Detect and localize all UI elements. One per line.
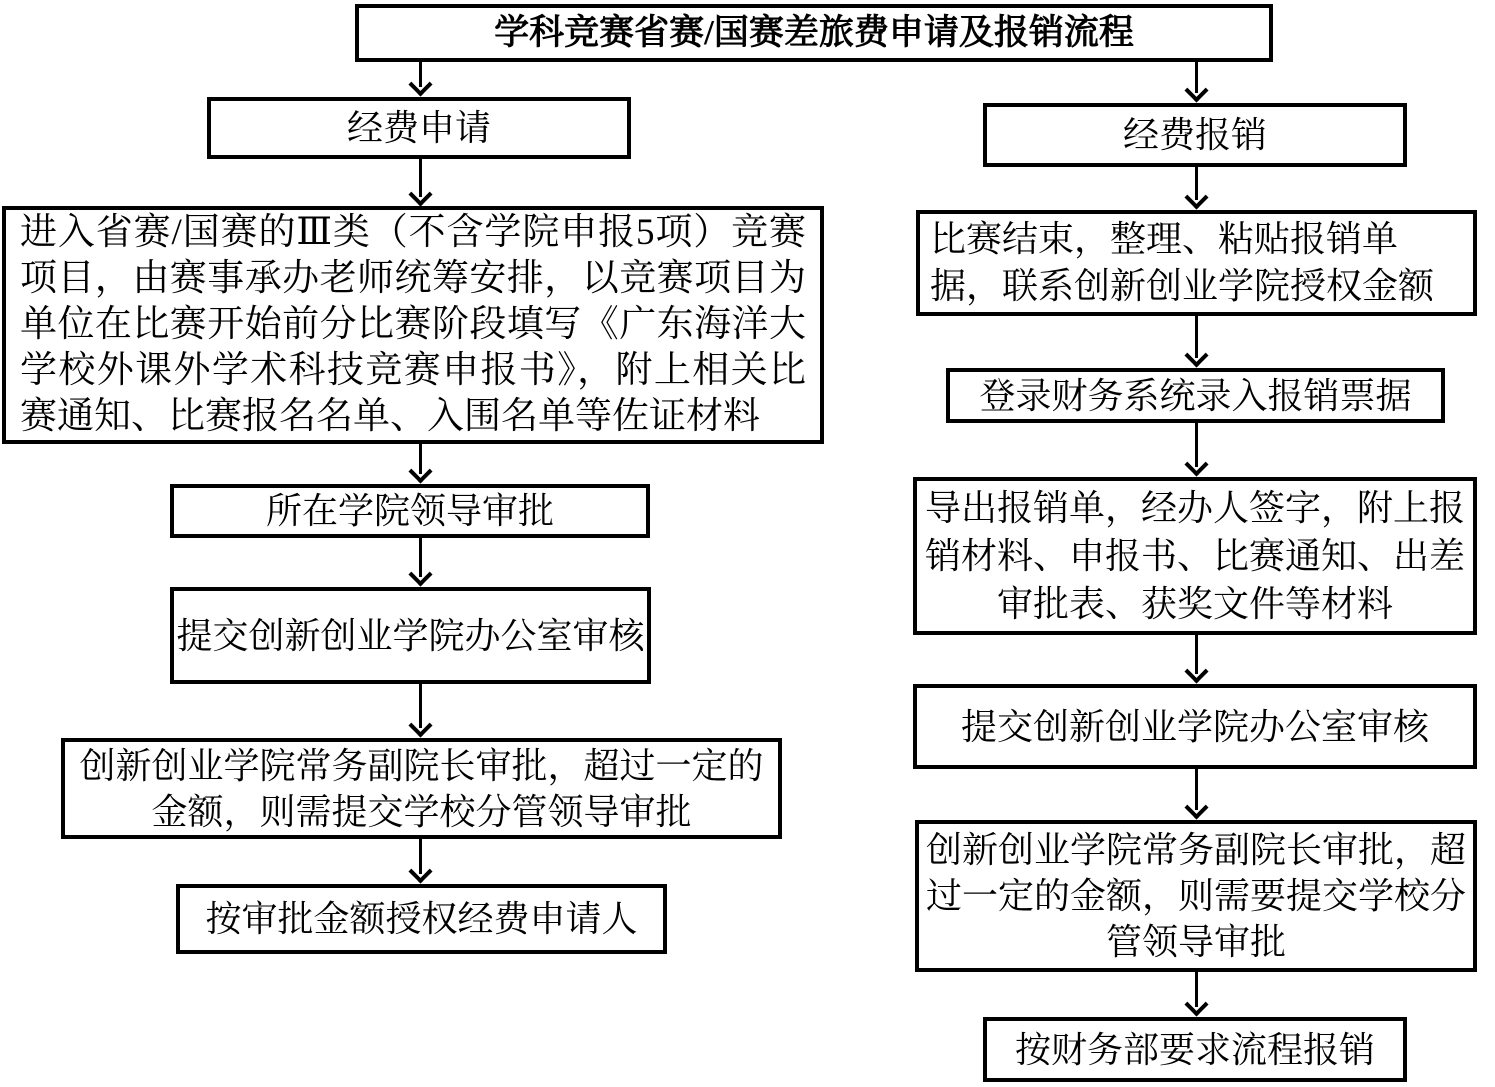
application-step-authorize-applicant (176, 884, 667, 954)
application-step-vice-dean-approval-text: 创新创业学院常务副院长审批，超过一定的金额，则需提交学校分管领导审批 (79, 745, 764, 832)
reimbursement-branch-header (983, 103, 1407, 167)
reimbursement-step-collect-receipts (916, 210, 1477, 316)
application-branch-header-text: 经费申请 (346, 108, 491, 148)
arrow-down-icon (1183, 972, 1209, 1016)
arrow-down-icon (407, 62, 433, 96)
reimbursement-step-vice-dean-approval (915, 820, 1477, 972)
arrow-down-icon (407, 444, 433, 483)
reimbursement-step-innovation-office-review-text: 提交创新创业学院办公室审核 (960, 706, 1429, 747)
arrow-down-icon (1183, 316, 1209, 367)
arrow-down-icon (1183, 167, 1209, 209)
flowchart-title-text: 学科竞赛省赛/国赛差旅费申请及报销流程 (494, 13, 1134, 52)
application-step-innovation-office-review (170, 587, 651, 684)
arrow-down-icon (407, 684, 433, 737)
application-step-innovation-office-review-text: 提交创新创业学院办公室审核 (176, 615, 645, 656)
application-step-vice-dean-approval (61, 738, 782, 839)
reimbursement-branch-header-text: 经费报销 (1122, 115, 1267, 155)
arrow-down-icon (1183, 62, 1209, 102)
reimbursement-step-export-form-sign (913, 477, 1477, 635)
arrow-down-icon (407, 538, 433, 586)
application-step-prepare-materials (2, 206, 824, 444)
reimbursement-step-export-form-sign-text: 导出报销单，经办人签字，附上报销材料、申报书、比赛通知、出差审批表、获奖文件等材料 (924, 488, 1465, 624)
arrow-down-icon (1183, 635, 1209, 683)
flowchart-title (355, 4, 1273, 62)
application-step-college-leader-approval-text: 所在学院领导审批 (265, 491, 554, 531)
reimbursement-step-collect-receipts-text: 比赛结束，整理、粘贴报销单据，联系创新创业学院授权金额 (930, 219, 1435, 306)
reimbursement-step-finance-dept-process (983, 1017, 1407, 1082)
arrow-down-icon (407, 839, 433, 883)
reimbursement-step-finance-system-entry (946, 368, 1445, 423)
reimbursement-step-vice-dean-approval-text: 创新创业学院常务副院长审批，超过一定的金额，则需要提交学校分管领导审批 (925, 830, 1466, 962)
reimbursement-step-innovation-office-review (913, 684, 1477, 769)
application-step-prepare-materials-text: 进入省赛/国赛的Ⅲ类（不含学院申报5项）竞赛项目，由赛事承办老师统筹安排，以竞赛项目为单位在比赛开始前分比赛阶段填写《广东海洋大学校外课外学术科技竞赛申报书》，附上相关比赛通知、比赛报名名单、入围名单等佐证材料 (20, 212, 806, 437)
reimbursement-step-finance-system-entry-text: 登录财务系统录入报销票据 (979, 375, 1412, 416)
arrow-down-icon (1183, 423, 1209, 476)
arrow-down-icon (407, 159, 433, 206)
reimbursement-step-finance-dept-process-text: 按财务部要求流程报销 (1014, 1029, 1375, 1070)
application-step-authorize-applicant-text: 按审批金额授权经费申请人 (205, 899, 638, 939)
application-branch-header (207, 97, 631, 159)
application-step-college-leader-approval (170, 484, 650, 538)
arrow-down-icon (1183, 769, 1209, 819)
